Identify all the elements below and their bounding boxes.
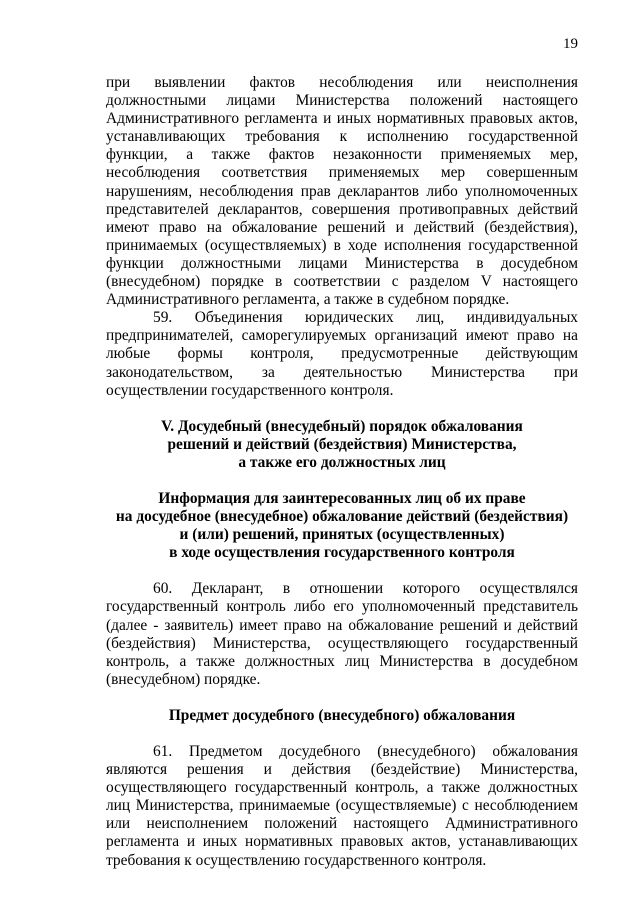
document-body xyxy=(106,74,578,870)
spacer xyxy=(106,689,578,707)
paragraph-59: 59. Объединения юридических лиц, индивидуальных предпринимателей, саморегулируемых организаций имеют право на любые формы контроля, предусмотренные действующим законодательством, за деятельностью Министерства при осуществлении государственного контроля. xyxy=(106,309,578,399)
page-number: 19 xyxy=(563,36,578,52)
spacer xyxy=(106,562,578,580)
paragraph-60: 60. Декларант, в отношении которого осуществлялся государственный контроль либо его уполномоченный представитель (далее - заявитель) имеет право на обжалование решений и действий (бездействия) Министерства, осуществляющего государственный контроль, а также должностных лиц Министерства в досудебном (внесудебном) порядке. xyxy=(106,580,578,688)
subject-heading: Предмет досудебного (внесудебного) обжалования xyxy=(168,706,516,724)
spacer xyxy=(106,472,578,490)
paragraph-continued: при выявлении фактов несоблюдения или неисполнения должностными лицами Министерства положений настоящего Административного регламента и иных нормативных правовых актов, устанавливающих требования к исполнению государственной функции, а также фактов незаконности применяемых мер, несоблюдения соответствия применяемых мер совершенным нарушениям, несоблюдения прав декларантов либо уполномоченных представителей декларантов, совершения противоправных действий имеют право на обжалование решений и действий (бездействия), принимаемых (осуществляемых) в ходе исполнения государственной функции должностными лицами Министерства в досудебном (внесудебном) порядке в соответствии с разделом V настоящего Административного регламента, а также в судебном порядке. xyxy=(106,74,578,309)
info-rights-heading: Информация для заинтересованных лиц об их праве на досудебное (внесудебное) обжалование действий (бездействия) и (или) решений, принятых (осуществленных) в ходе осуществления государственного контроля xyxy=(115,489,569,562)
section-v-heading: V. Досудебный (внесудебный) порядок обжалования решений и действий (бездействия) Министерства, а также его должностных лиц xyxy=(161,417,523,471)
spacer xyxy=(106,400,578,418)
paragraph-61: 61. Предметом досудебного (внесудебного) обжалования являются решения и действия (бездействие) Министерства, осуществляющего государственный контроль, а также должностных лиц Министерства, принимаемые (осуществляемые) с несоблюдением или неисполнением положений настоящего Административного регламента и иных нормативных правовых актов, устанавливающих требования к осуществлению государственного контроля. xyxy=(106,743,578,869)
spacer xyxy=(106,725,578,743)
